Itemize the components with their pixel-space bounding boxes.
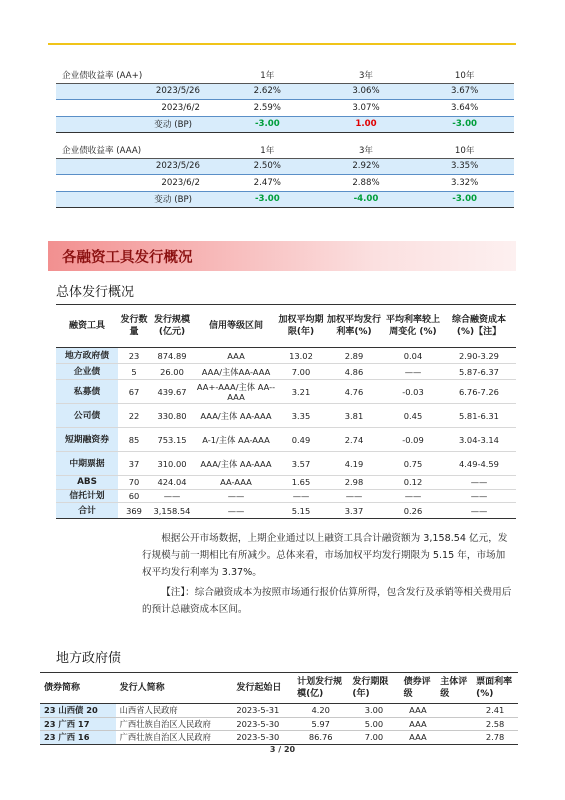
col-header: 加权平均期限(年) [278, 305, 324, 348]
table-cell: AAA/主体AA-AAA [194, 364, 278, 380]
section-banner [48, 241, 516, 271]
yield-date: 2023/6/2 [56, 100, 218, 117]
table-cell: —— [384, 489, 442, 503]
yield-row [56, 158, 514, 175]
col-3y: 3年 [317, 142, 416, 158]
table-cell: 753.15 [150, 428, 194, 452]
instrument-name: 地方政府债 [56, 348, 118, 364]
header-accent-line [48, 43, 516, 45]
table-cell: 0.26 [384, 503, 442, 519]
table-row [56, 489, 516, 503]
table-cell: 3.81 [324, 404, 384, 428]
table-cell: 7.00 [278, 364, 324, 380]
table-row [56, 348, 516, 364]
instrument-name: 私募债 [56, 380, 118, 404]
yield-value: 2.92% [317, 158, 416, 175]
col-header: 发行期限(年) [348, 673, 399, 704]
yield-row [56, 100, 514, 117]
col-10y: 10年 [415, 67, 514, 83]
table-cell: 310.00 [150, 452, 194, 476]
col-1y: 1年 [218, 67, 317, 83]
table-cell: 2.74 [324, 428, 384, 452]
yield-value: 3.35% [415, 158, 514, 175]
table-cell: 67 [118, 380, 150, 404]
yield-value: 3.06% [317, 83, 416, 100]
table-cell: 2.89 [324, 348, 384, 364]
table-row [56, 476, 516, 490]
table-cell: 13.02 [278, 348, 324, 364]
overview-subtitle: 总体发行概况 [56, 285, 135, 300]
table-cell: 2.98 [324, 476, 384, 490]
table-cell: 5.97 [293, 717, 348, 731]
table-cell: 22 [118, 404, 150, 428]
instrument-name: 信托计划 [56, 489, 118, 503]
table-cell: 2.41 [472, 704, 518, 718]
col-header: 发行起始日 [232, 673, 293, 704]
yield-row [56, 175, 514, 192]
change-value: -3.00 [415, 116, 514, 133]
table-cell: AA+-AAA/主体 AA--AAA [194, 380, 278, 404]
table-cell: AAA [400, 731, 437, 745]
table-cell: 60 [118, 489, 150, 503]
table-cell: -0.09 [384, 428, 442, 452]
table-cell: 4.76 [324, 380, 384, 404]
table-cell: 3.21 [278, 380, 324, 404]
table-cell: 5.00 [348, 717, 399, 731]
table-cell: 70 [118, 476, 150, 490]
col-header: 票面利率(%) [472, 673, 518, 704]
table-cell: 4.86 [324, 364, 384, 380]
table-cell: 0.04 [384, 348, 442, 364]
table-row [56, 404, 516, 428]
table-cell: 2023-5-30 [232, 731, 293, 745]
table-cell [436, 704, 472, 718]
table-row [56, 503, 516, 519]
table-cell: 37 [118, 452, 150, 476]
yield-date: 2023/6/2 [56, 175, 218, 192]
yield-table-aaa [56, 142, 514, 208]
instrument-name: 公司债 [56, 404, 118, 428]
change-value: -3.00 [218, 116, 317, 133]
change-value: -3.00 [218, 191, 317, 208]
table-cell: 5.87-6.37 [442, 364, 516, 380]
table-cell: —— [278, 489, 324, 503]
section-title: 各融资工具发行概况 [62, 250, 193, 266]
col-header: 加权平均发行利率(%) [324, 305, 384, 348]
table-cell: 广西壮族自治区人民政府 [116, 717, 233, 731]
table-cell: 0.45 [384, 404, 442, 428]
table-cell: 874.89 [150, 348, 194, 364]
table-cell: 广西壮族自治区人民政府 [116, 731, 233, 745]
col-header: 发行规模(亿元) [150, 305, 194, 348]
yield-value: 2.50% [218, 158, 317, 175]
yield-table-title: 企业债收益率 (AA+) [56, 67, 218, 83]
table-cell: —— [442, 503, 516, 519]
bond-code: 23 山西债 20 [40, 704, 116, 718]
change-label: 变动 (BP) [56, 116, 218, 133]
table-cell: 7.00 [348, 731, 399, 745]
yield-change-row [56, 116, 514, 133]
instrument-name: 企业债 [56, 364, 118, 380]
instrument-name: ABS [56, 476, 118, 490]
yield-row [56, 83, 514, 100]
table-cell: 1.65 [278, 476, 324, 490]
yield-value: 2.62% [218, 83, 317, 100]
yield-value: 3.32% [415, 175, 514, 192]
instrument-name: 短期融资券 [56, 428, 118, 452]
table-cell: 2.58 [472, 717, 518, 731]
table-cell: 2.78 [472, 731, 518, 745]
table-cell: 26.00 [150, 364, 194, 380]
change-value: -3.00 [415, 191, 514, 208]
table-cell: 3.35 [278, 404, 324, 428]
summary-paragraph: 根据公开市场数据，上期企业通过以上融资工具合计融资额为 3,158.54 亿元，发行规模与前一期相比有所减少。总体来看，市场加权平均发行期限为 5.15 年，市场加权平均发行利率为 3.37%。 [142, 533, 508, 578]
table-cell: 0.49 [278, 428, 324, 452]
col-header: 债券评级 [400, 673, 437, 704]
table-row [56, 380, 516, 404]
local-bonds-subtitle: 地方政府债 [56, 651, 122, 666]
table-cell: 85 [118, 428, 150, 452]
col-header: 主体评级 [436, 673, 472, 704]
table-cell: 3.57 [278, 452, 324, 476]
table-cell: 4.49-4.59 [442, 452, 516, 476]
table-cell: AAA [400, 704, 437, 718]
yield-change-row [56, 191, 514, 208]
table-row [56, 364, 516, 380]
yield-table-title: 企业债收益率 (AAA) [56, 142, 218, 158]
table-cell [436, 717, 472, 731]
bond-code: 23 广西 17 [40, 717, 116, 731]
page-number: 3 / 20 [269, 745, 296, 754]
note-paragraph: 【注】：综合融资成本为按照市场通行报价估算所得，包含发行及承销等相关费用后的预计总融资成本区间。 [142, 587, 512, 615]
table-cell: 86.76 [293, 731, 348, 745]
table-cell: 0.75 [384, 452, 442, 476]
table-row [40, 717, 518, 731]
table-row [56, 428, 516, 452]
table-cell: 439.67 [150, 380, 194, 404]
table-cell: —— [324, 489, 384, 503]
table-cell: 4.20 [293, 704, 348, 718]
yield-value: 2.88% [317, 175, 416, 192]
table-cell: 23 [118, 348, 150, 364]
table-cell: —— [194, 503, 278, 519]
table-cell: —— [442, 489, 516, 503]
yield-value: 2.47% [218, 175, 317, 192]
table-cell: 0.12 [384, 476, 442, 490]
col-header: 信用等级区间 [194, 305, 278, 348]
table-cell: 3.04-3.14 [442, 428, 516, 452]
table-cell: 5.81-6.31 [442, 404, 516, 428]
yield-value: 3.64% [415, 100, 514, 117]
col-3y: 3年 [317, 67, 416, 83]
table-cell [436, 731, 472, 745]
col-header: 平均利率较上周变化 (%) [384, 305, 442, 348]
table-cell: 山西省人民政府 [116, 704, 233, 718]
table-cell: 2023-5-30 [232, 717, 293, 731]
yield-date: 2023/5/26 [56, 158, 218, 175]
table-cell: —— [194, 489, 278, 503]
yield-value: 2.59% [218, 100, 317, 117]
col-header: 发行人简称 [116, 673, 233, 704]
table-cell: 424.04 [150, 476, 194, 490]
table-cell: 5.15 [278, 503, 324, 519]
col-header: 发行数量 [118, 305, 150, 348]
table-cell: AAA [400, 717, 437, 731]
table-cell: AAA [194, 348, 278, 364]
table-cell: -0.03 [384, 380, 442, 404]
yield-date: 2023/5/26 [56, 83, 218, 100]
table-cell: 4.19 [324, 452, 384, 476]
table-row [40, 731, 518, 745]
table-cell: 5 [118, 364, 150, 380]
table-cell: —— [150, 489, 194, 503]
table-cell: 2023-5-31 [232, 704, 293, 718]
local-government-bonds-table [40, 672, 518, 745]
col-header: 债券简称 [40, 673, 116, 704]
table-cell: AA-AAA [194, 476, 278, 490]
table-cell: 330.80 [150, 404, 194, 428]
yield-value: 3.07% [317, 100, 416, 117]
table-cell: 2.90-3.29 [442, 348, 516, 364]
table-cell: 6.76-7.26 [442, 380, 516, 404]
bond-code: 23 广西 16 [40, 731, 116, 745]
table-cell: —— [384, 364, 442, 380]
yield-value: 3.67% [415, 83, 514, 100]
table-cell: 3.00 [348, 704, 399, 718]
table-cell: —— [442, 476, 516, 490]
table-cell: 369 [118, 503, 150, 519]
change-value: -4.00 [317, 191, 416, 208]
col-10y: 10年 [415, 142, 514, 158]
change-value: 1.00 [317, 116, 416, 133]
col-header: 融资工具 [56, 305, 118, 348]
table-cell: AAA/主体 AA-AAA [194, 452, 278, 476]
table-cell: A-1/主体 AA-AAA [194, 428, 278, 452]
table-row [56, 452, 516, 476]
table-cell: 3,158.54 [150, 503, 194, 519]
instrument-name: 中期票据 [56, 452, 118, 476]
table-row [40, 704, 518, 718]
yield-table-aa-plus [56, 67, 514, 133]
table-cell: 3.37 [324, 503, 384, 519]
col-1y: 1年 [218, 142, 317, 158]
issuance-overview-table [56, 304, 516, 519]
change-label: 变动 (BP) [56, 191, 218, 208]
table-cell: AAA/主体 AA-AAA [194, 404, 278, 428]
instrument-name: 合计 [56, 503, 118, 519]
col-header: 综合融资成本 (%)【注】 [442, 305, 516, 348]
col-header: 计划发行规模(亿) [293, 673, 348, 704]
